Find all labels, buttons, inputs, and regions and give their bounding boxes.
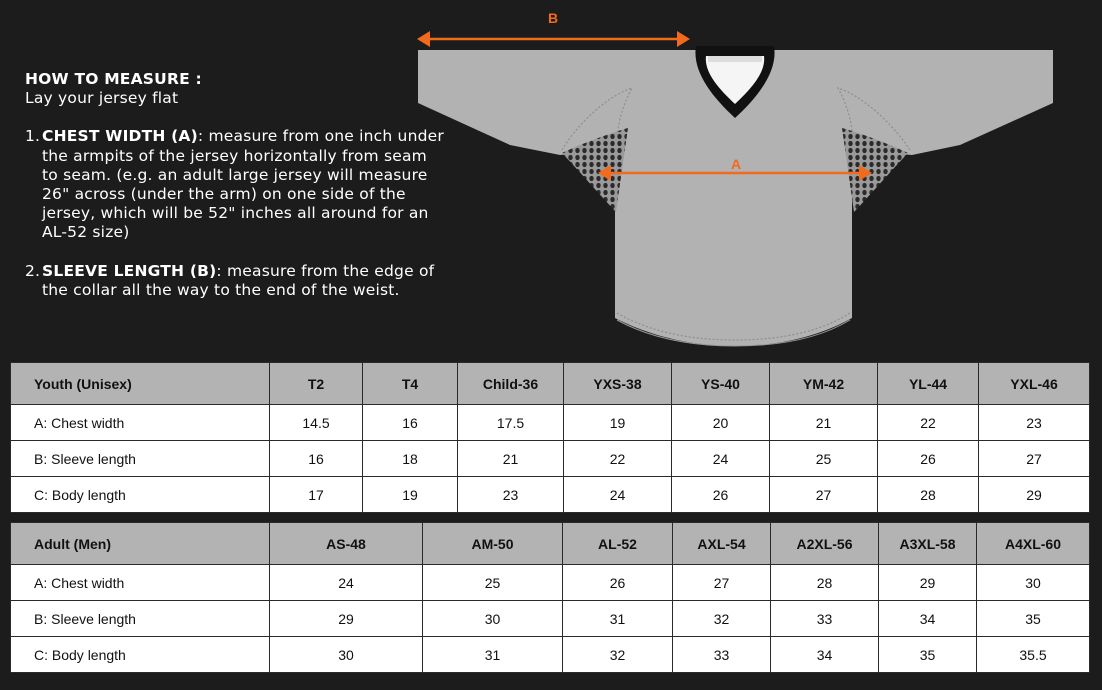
table-header-cell: A3XL-58	[879, 523, 977, 565]
table-header-cell: YXS-38	[564, 363, 672, 405]
table-cell: A: Chest width	[11, 405, 270, 441]
instruction-number: 2.	[25, 261, 41, 280]
table-cell: 33	[673, 637, 771, 673]
table-cell: 33	[771, 601, 879, 637]
table-row	[11, 477, 1090, 513]
table-header-cell: YXL-46	[979, 363, 1090, 405]
table-cell: 35	[977, 601, 1090, 637]
arrow-b	[417, 31, 690, 47]
adult-size-table	[10, 522, 1090, 673]
table-cell: 29	[879, 565, 977, 601]
table-header-cell: AL-52	[563, 523, 673, 565]
table-cell: 29	[979, 477, 1090, 513]
table-header-cell: AXL-54	[673, 523, 771, 565]
table-cell: 34	[879, 601, 977, 637]
heading-suffix: :	[189, 70, 202, 88]
table-cell: 28	[771, 565, 879, 601]
table-cell: 30	[977, 565, 1090, 601]
table-cell: 18	[363, 441, 458, 477]
measure-instructions	[25, 70, 445, 319]
table-row	[11, 565, 1090, 601]
instruction-title: CHEST WIDTH (A)	[42, 127, 198, 146]
table-header-cell: Child-36	[458, 363, 564, 405]
table-header-cell: A2XL-56	[771, 523, 879, 565]
table-cell: 26	[563, 565, 673, 601]
table-cell: 35.5	[977, 637, 1090, 673]
jersey-diagram	[410, 0, 1070, 355]
table-cell: 25	[770, 441, 878, 477]
instruction-text	[42, 262, 445, 300]
table-cell: 14.5	[270, 405, 363, 441]
table-cell: 30	[423, 601, 563, 637]
table-header-cell: AM-50	[423, 523, 563, 565]
table-cell: 17.5	[458, 405, 564, 441]
table-row	[11, 405, 1090, 441]
table-cell: 23	[979, 405, 1090, 441]
table-cell: 27	[673, 565, 771, 601]
table-row	[11, 601, 1090, 637]
table-cell: 32	[673, 601, 771, 637]
heading-text: HOW TO MEASURE	[25, 70, 190, 88]
table-cell: 21	[770, 405, 878, 441]
table-cell: B: Sleeve length	[11, 441, 270, 477]
instruction-body: : measure from one inch under the armpits of the jersey horizontally from seam to seam. (e.g. an adult large jersey will measure 26" across (under the arm) on one side of the jersey, which will be 52" inches all around for an AL-52 size)	[42, 127, 444, 242]
table-cell: 24	[270, 565, 423, 601]
table-cell: 22	[878, 405, 979, 441]
table-cell: 19	[564, 405, 672, 441]
table-header-cell: AS-48	[270, 523, 423, 565]
table-row	[11, 637, 1090, 673]
table-header-cell: YS-40	[672, 363, 770, 405]
table-cell: 16	[270, 441, 363, 477]
table-header-row	[11, 523, 1090, 565]
table-cell: 21	[458, 441, 564, 477]
table-cell: 17	[270, 477, 363, 513]
table-cell: 20	[672, 405, 770, 441]
instruction-title: SLEEVE LENGTH (B)	[42, 261, 217, 280]
table-cell: 26	[878, 441, 979, 477]
instructions-subheading: Lay your jersey flat	[25, 89, 179, 108]
table-cell: 27	[770, 477, 878, 513]
table-cell: 23	[458, 477, 564, 513]
table-header-cell: T4	[363, 363, 458, 405]
table-header-cell: T2	[270, 363, 363, 405]
table-header-cell: YM-42	[770, 363, 878, 405]
instruction-text	[42, 127, 445, 242]
table-cell: 31	[423, 637, 563, 673]
instruction-item-chest	[25, 127, 445, 242]
label-a: A	[730, 156, 742, 172]
table-cell: 29	[270, 601, 423, 637]
instruction-body: : measure from the edge of the collar all the way to the end of the weist.	[42, 261, 435, 299]
table-cell: 28	[878, 477, 979, 513]
table-header-cell: A4XL-60	[977, 523, 1090, 565]
table-cell: 24	[672, 441, 770, 477]
instructions-heading	[25, 70, 445, 89]
label-b: B	[547, 10, 559, 26]
table-cell: 32	[563, 637, 673, 673]
table-header-cell: Adult (Men)	[11, 523, 270, 565]
table-cell: 26	[672, 477, 770, 513]
instruction-number: 1.	[25, 127, 41, 146]
table-cell: 35	[879, 637, 977, 673]
table-cell: 22	[564, 441, 672, 477]
table-cell: C: Body length	[11, 637, 270, 673]
table-cell: 19	[363, 477, 458, 513]
table-cell: C: Body length	[11, 477, 270, 513]
jersey-illustration	[410, 0, 1070, 355]
youth-size-table	[10, 362, 1090, 513]
table-cell: A: Chest width	[11, 565, 270, 601]
table-header-cell: YL-44	[878, 363, 979, 405]
table-cell: 27	[979, 441, 1090, 477]
table-cell: B: Sleeve length	[11, 601, 270, 637]
table-cell: 16	[363, 405, 458, 441]
table-cell: 30	[270, 637, 423, 673]
collar-tag	[708, 56, 762, 62]
table-header-cell: Youth (Unisex)	[11, 363, 270, 405]
table-cell: 34	[771, 637, 879, 673]
table-cell: 31	[563, 601, 673, 637]
table-cell: 24	[564, 477, 672, 513]
table-row	[11, 441, 1090, 477]
table-header-row	[11, 363, 1090, 405]
table-cell: 25	[423, 565, 563, 601]
instruction-item-sleeve	[25, 262, 445, 300]
